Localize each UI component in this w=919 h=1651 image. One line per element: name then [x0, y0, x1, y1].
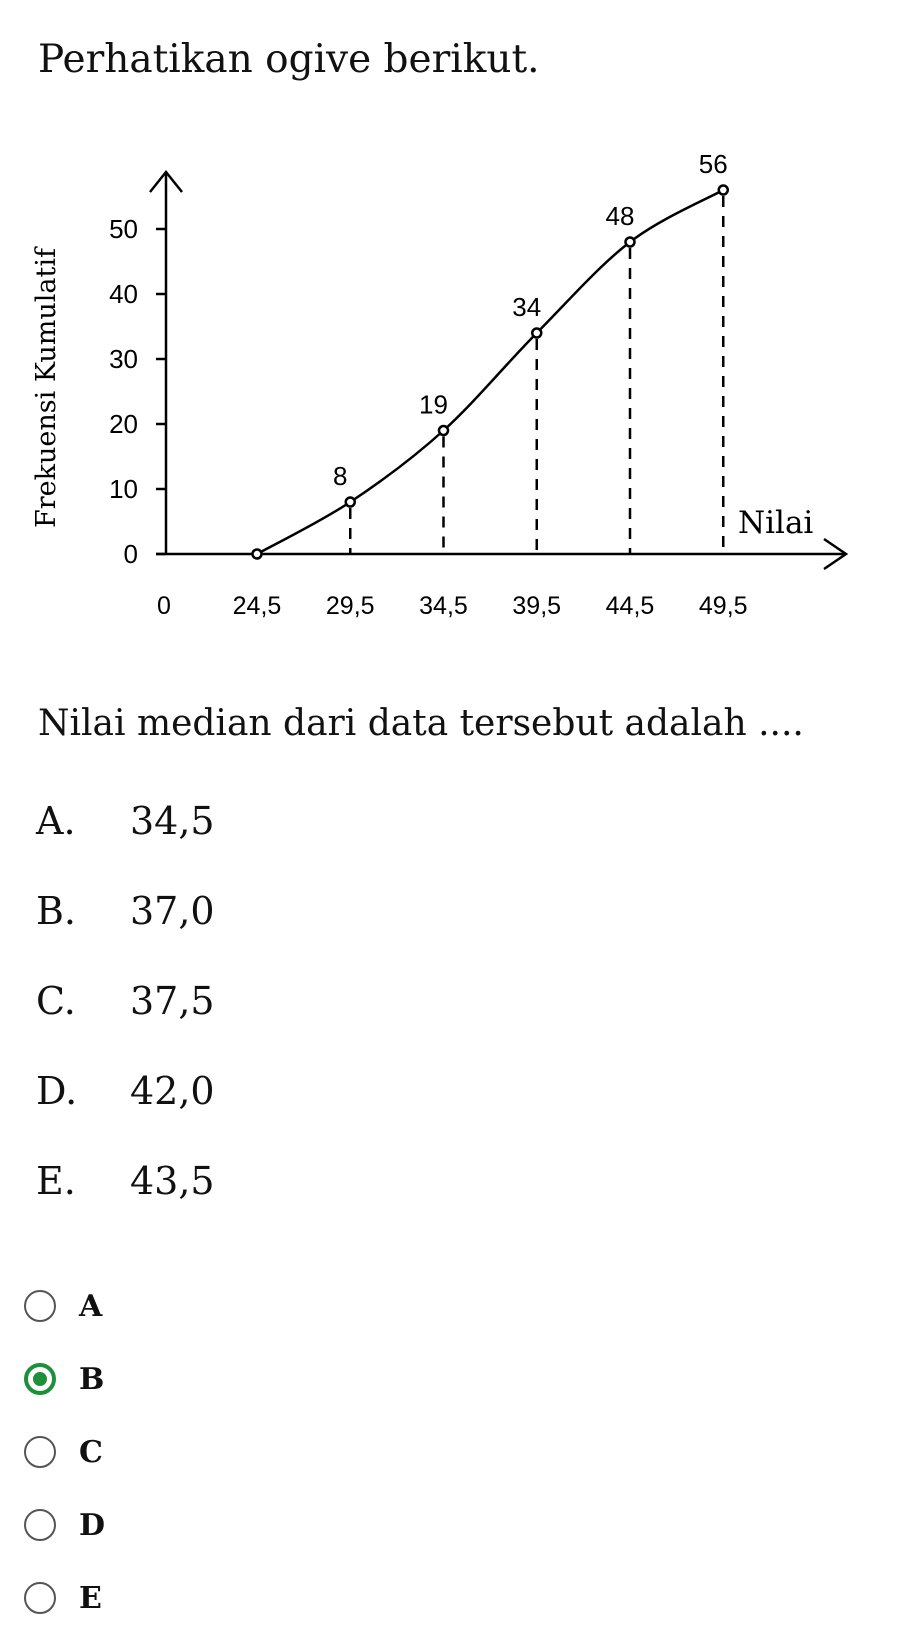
x-tick-label: 34,5	[419, 592, 468, 620]
option-value: 34,5	[130, 799, 215, 843]
x-tick-label: 49,5	[698, 592, 748, 620]
data-point	[719, 186, 728, 195]
data-point	[439, 426, 448, 435]
option-value: 42,0	[130, 1069, 215, 1113]
choice-label: D	[79, 1507, 106, 1543]
option-letter: A.	[36, 799, 76, 843]
y-tick-label: 40	[109, 279, 138, 309]
data-label: 48	[605, 201, 635, 231]
radio-button[interactable]	[24, 1436, 56, 1468]
option-letter: E.	[36, 1159, 76, 1203]
option-e	[36, 1159, 215, 1203]
x-axis-title: Nilai	[738, 505, 814, 541]
option-value: 37,5	[130, 979, 215, 1023]
data-label: 19	[419, 389, 448, 420]
radio-button[interactable]	[24, 1509, 56, 1541]
ogive-curve	[257, 190, 723, 554]
question-intro: Perhatikan ogive berikut.	[38, 37, 540, 82]
option-b	[36, 889, 215, 933]
data-point	[626, 238, 635, 247]
option-c	[36, 979, 215, 1023]
choice-label: E	[79, 1580, 102, 1616]
x-tick-label: 44,5	[605, 592, 655, 620]
y-axis-title: Frekuensi Kumulatif	[31, 248, 62, 528]
data-label: 56	[698, 150, 728, 179]
x-origin-label: 0	[157, 592, 171, 620]
option-letter: D.	[36, 1069, 78, 1113]
radio-button[interactable]	[24, 1290, 56, 1322]
option-d	[36, 1069, 215, 1113]
data-label: 8	[333, 461, 348, 491]
y-tick-label: 20	[109, 409, 138, 439]
option-value: 37,0	[130, 889, 215, 933]
y-tick-label: 30	[109, 344, 138, 374]
y-tick-label: 50	[109, 214, 138, 244]
radio-button[interactable]	[24, 1363, 56, 1395]
x-tick-label: 29,5	[325, 592, 375, 620]
question-text: Nilai median dari data tersebut adalah ....	[38, 703, 804, 744]
option-letter: B.	[36, 889, 77, 933]
option-value: 43,5	[130, 1159, 215, 1203]
ogive-chart	[0, 150, 919, 630]
answer-choice-d[interactable]	[24, 1505, 105, 1545]
answer-choice-a[interactable]	[24, 1286, 102, 1326]
x-tick-label: 39,5	[512, 592, 562, 620]
option-a	[36, 799, 215, 843]
answer-choice-c[interactable]	[24, 1432, 103, 1472]
data-point	[532, 329, 541, 338]
y-tick-label: 10	[109, 474, 138, 504]
choice-label: C	[79, 1434, 103, 1470]
option-letter: C.	[36, 979, 76, 1023]
x-tick-label: 24,5	[232, 592, 282, 620]
answer-choice-b[interactable]	[24, 1359, 104, 1399]
data-point	[253, 550, 262, 559]
choice-label: B	[79, 1361, 105, 1397]
data-label: 34	[512, 292, 542, 322]
data-point	[346, 498, 355, 507]
radio-button[interactable]	[24, 1582, 56, 1614]
y-tick-label: 0	[123, 539, 138, 569]
answer-choice-e[interactable]	[24, 1578, 102, 1618]
choice-label: A	[79, 1288, 103, 1324]
